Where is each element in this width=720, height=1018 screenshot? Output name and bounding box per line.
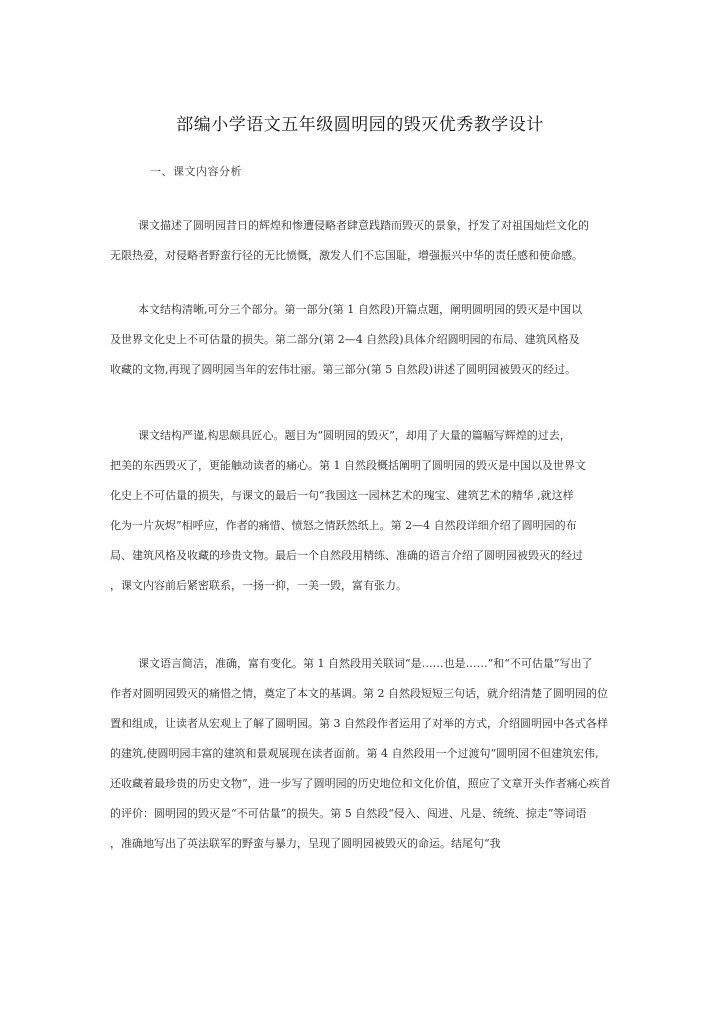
paragraph-3 bbox=[110, 421, 616, 601]
paragraph-line: 局、建筑风格及收藏的珍贵文物。最后一个自然段用精练、准确的语言介绍了圆明园被毁灭的经过 bbox=[110, 549, 583, 562]
paragraph-line: 作者对圆明园毁灭的痛惜之情，奠定了本文的基调。第 2 自然段短短三句话，就介绍清楚了圆明园的位 bbox=[110, 687, 608, 700]
paragraph-line: ，课文内容前后紧密联系，一扬一抑，一美一毁，富有张力。 bbox=[110, 579, 407, 592]
paragraph-line: 及世界文化史上不可估量的损失。第二部分(第 2—4 自然段)具体介绍圆明园的布局、建筑风格及 bbox=[110, 333, 580, 346]
paragraph-line: 的建筑,使圆明园丰富的建筑和景观展现在读者面前。第 4 自然段用一个过渡句“圆明园不但建筑宏伟, bbox=[110, 747, 599, 760]
paragraph-line: 无限热爱，对侵略者野蛮行径的无比愤慨，激发人们不忘国耻，增强振兴中华的责任感和使命感。 bbox=[110, 249, 583, 262]
paragraph-4 bbox=[110, 649, 616, 859]
paragraph-line: 收藏的文物,再现了圆明园当年的宏伟壮丽。第三部分(第 5 自然段)讲述了圆明园被毁灭的经过。 bbox=[110, 363, 577, 376]
paragraph-line: 课文描述了圆明园昔日的辉煌和惨遭侵略者肆意践踏而毁灭的景象，抒发了对祖国灿烂文化的 bbox=[138, 219, 589, 232]
paragraph-line: 化为一片灰烬”相呼应，作者的痛惜、愤怒之情跃然纸上。第 2—4 自然段详细介绍了圆明园的布 bbox=[110, 519, 577, 532]
paragraph-2 bbox=[110, 295, 616, 385]
paragraph-line: 本文结构清晰,可分三个部分。第一部分(第 1 自然段)开篇点题，阐明圆明园的毁灭是中国以 bbox=[138, 303, 583, 316]
paragraph-line: 化史上不可估量的损失，与课文的最后一句“我国这一园林艺术的瑰宝、建筑艺术的精华 ,就这样 bbox=[110, 489, 574, 502]
section-heading: 一、课文内容分析 bbox=[150, 165, 242, 178]
paragraph-line: 课文语言简洁，准确，富有变化。第 1 自然段用关联词“是……也是……”和“不可估量”写出了 bbox=[138, 657, 593, 670]
paragraph-line: 把美的东西毁灭了，更能触动读者的痛心。第 1 自然段概括阐明了圆明园的毁灭是中国以及世界文 bbox=[110, 459, 586, 472]
paragraph-line: 置和组成，让读者从宏观上了解了圆明园。第 3 自然段作者运用了对举的方式，介绍圆明园中各式各样 bbox=[110, 717, 608, 730]
paragraph-line: 的评价：圆明园的毁灭是“不可估量”的损失。第 5 自然段“侵入、闯进、凡是、统统、掠走”等词语 bbox=[110, 807, 587, 820]
paragraph-1 bbox=[110, 211, 616, 271]
paragraph-line: ，准确地写出了英法联军的野蛮与暴力，呈现了圆明园被毁灭的命运。结尾句“我 bbox=[110, 837, 501, 850]
document-title: 部编小学语文五年级圆明园的毁灭优秀教学设计 bbox=[176, 115, 544, 135]
paragraph-line: 课文结构严谨,构思颇具匠心。题目为“圆明园的毁灭”，却用了大量的篇幅写辉煌的过去， bbox=[138, 429, 571, 442]
paragraph-line: 还收藏着最珍贵的历史文物”，进一步写了圆明园的历史地位和文化价值，照应了文章开头作者痛心疾首 bbox=[110, 777, 611, 790]
